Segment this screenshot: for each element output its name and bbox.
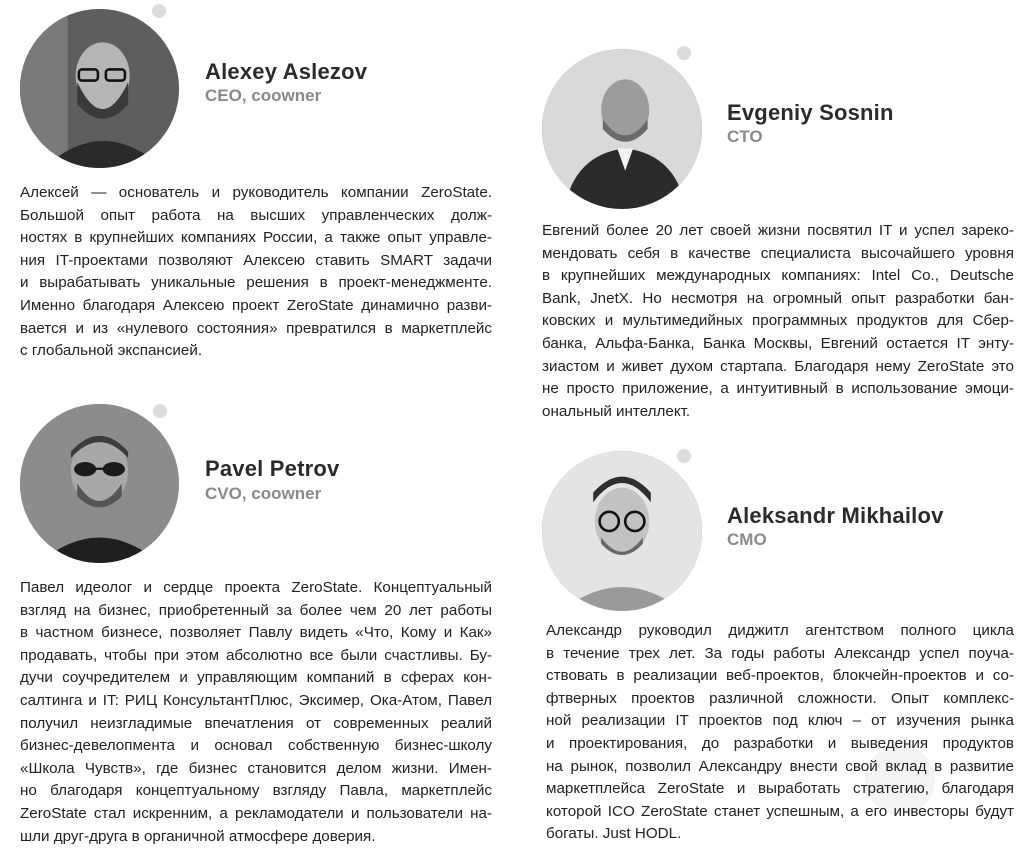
bio-line: фтверных проектов различной сложности. Опыт комплекс-	[546, 689, 1014, 707]
member-role: CVO, coowner	[205, 484, 322, 503]
bio-line: Александр руководил диджитл агентством полного цикла	[546, 622, 1014, 639]
bio-line: Павел идеолог и сердце проекта ZeroState. Концептуальный	[20, 579, 492, 596]
bio-line: ональный интеллект.	[542, 402, 691, 420]
member-bio	[20, 182, 492, 363]
member-bio	[20, 577, 492, 848]
bio-line: Большой опыт работа на высших управленческих долж-	[20, 206, 492, 224]
bio-line: банка, Альфа-Банка, Банка Москвы, Евгений остается IT энту-	[542, 334, 1014, 352]
bio-line: и вырабатывать уникальные решения в проект-менеджменте.	[20, 274, 492, 292]
bio-line: взгляд на бизнес, приобретенный за более чем 20 лет работы	[20, 601, 492, 619]
bio-line: и проектирования, до разработки и выведения продуктов	[546, 734, 1014, 752]
bio-line: «Школа Чувств», где бизнес становится делом жизни. Имен-	[20, 759, 492, 777]
person-silhouette-icon	[20, 404, 179, 563]
bio-line: ностях в крупнейших компаниях России, а также опыт управле-	[20, 229, 492, 247]
decor-dot	[152, 4, 166, 18]
decor-dot	[677, 449, 691, 463]
avatar-photo	[542, 451, 702, 611]
bio-line: не просто приложение, а интуитивный в использование эмоци-	[542, 380, 1014, 398]
person-silhouette-icon	[542, 451, 702, 611]
bio-line: на рынок, позволил Александру внести свой вклад в развитие	[546, 757, 1014, 775]
member-bio	[542, 220, 1014, 423]
bio-line: в крупнейших международных компаниях: Intel Co., Deutsche	[542, 267, 1014, 285]
bio-line: Евгений более 20 лет своей жизни посвятил IT и успел зареко-	[542, 222, 1014, 239]
bio-line: в частном бизнесе, позволяет Павлу видеть «Что, Кому и Как»	[20, 624, 492, 642]
member-name: Aleksandr Mikhailov	[727, 503, 944, 528]
bio-line: ковских и мультимедийных программных продуктов для Сбер-	[542, 312, 1014, 330]
person-silhouette-icon	[20, 9, 179, 168]
bio-line: дучи соучредителем и управляющим компаний в сферах кон-	[20, 669, 492, 687]
bio-line: в течение трех лет. За годы работы Александр успел поуча-	[546, 644, 1014, 662]
bio-line: богаты. Just HODL.	[546, 825, 682, 843]
member-bio	[546, 620, 1014, 846]
bio-line: ния IT-проектами позволяют Алексею ставить SMART задачи	[20, 251, 492, 269]
member-role: CTO	[727, 127, 763, 146]
bio-line: маркетплейса ZeroState и выработать стратегию, благодаря	[546, 780, 1014, 798]
bio-line: бизнес-девелопмента и основал собственную бизнес-школу	[20, 737, 492, 755]
member-role: CEO, coowner	[205, 86, 322, 105]
bio-line: Алексей — основатель и руководитель компании ZeroState.	[20, 184, 492, 201]
bio-line: Именно благодаря Алексею проект ZeroState динамично разви-	[20, 296, 492, 314]
bio-line: салтинга и IT: РИЦ КонсультантПлюс, Эксимер, Ока-Атом, Павел	[20, 691, 492, 709]
person-silhouette-icon	[542, 49, 702, 209]
avatar-photo	[542, 49, 702, 209]
member-name: Pavel Petrov	[205, 456, 340, 481]
bio-line: ZeroState стал искренним, а рекламодатели и пользователи на-	[20, 804, 492, 822]
avatar-photo	[20, 404, 179, 563]
bio-line: шли друг-друга в органичной атмосфере доверия.	[20, 827, 376, 845]
bio-line: продавать, чтобы при этом абсолютно все были счастливы. Бу-	[20, 646, 492, 664]
bio-line: ствовать в реализации веб-проектов, блокчейн-проектов и со-	[546, 667, 1014, 685]
member-role: CMO	[727, 530, 767, 549]
bio-line: мендовать себя в качестве специалиста высочайшего уровня	[542, 244, 1014, 262]
bio-line: с глобальной экспансией.	[20, 342, 203, 360]
bio-line: зиастом и живет духом стартапа. Благодаря нему ZeroState это	[542, 357, 1014, 375]
bio-line: но благодаря концептуальному взгляду Павла, маркетплейс	[20, 782, 492, 800]
member-name: Evgeniy Sosnin	[727, 100, 894, 125]
decor-dot	[153, 404, 167, 418]
avatar-photo	[20, 9, 179, 168]
bio-line: вается и из «нулевого состояния» превратился в маркетплейс	[20, 319, 492, 337]
bio-line: Bank, JnetX. Но несмотря на огромный опыт разработки бан-	[542, 289, 1014, 307]
bio-line: получил неизгладимые впечатления от современных реалий	[20, 714, 492, 732]
member-name: Alexey Aslezov	[205, 59, 368, 84]
bio-line: ной реализации IT проектов под ключ – от изучения рынка	[546, 712, 1014, 730]
bio-line: которой ICO ZeroState станет успешным, а его инвесторы будут	[546, 802, 1014, 820]
decor-dot	[677, 46, 691, 60]
